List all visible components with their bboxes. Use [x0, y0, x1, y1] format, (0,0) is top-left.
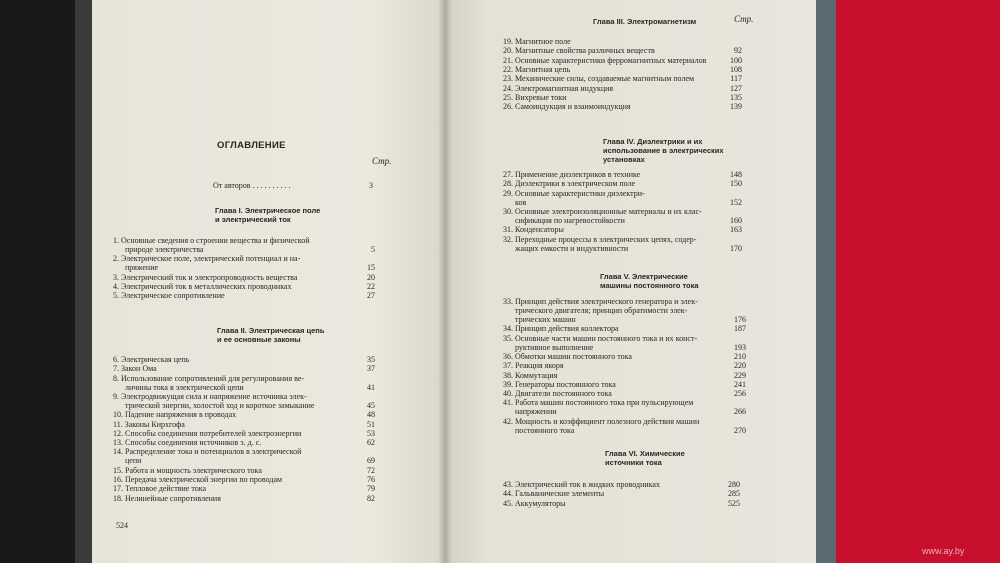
- ch6-page-1: 280: [728, 480, 740, 489]
- ch1-page-3: 20: [367, 272, 375, 282]
- chapter-5-heading-2: машины постоянного тока: [600, 281, 699, 290]
- ch2-item-3: 8. Использование сопротивлений для регулирования ве-: [113, 373, 305, 383]
- ch5-item-7: 39. Генераторы постоянного тока: [503, 379, 616, 389]
- ch5-page-5: 220: [734, 361, 746, 371]
- ch1-page-4: 22: [367, 281, 375, 291]
- ch5-item-3-cont: руктивное выполнение: [515, 342, 594, 352]
- ch3-item-2: 20. Магнитные свойства различных веществ: [503, 46, 655, 56]
- ch4-item-5: 31. Конденсаторы: [503, 225, 564, 235]
- ch1-page-5: 27: [367, 291, 375, 301]
- ch5-item-4: 36. Обмотки машин постоянного тока: [503, 351, 632, 361]
- ch6-page-3: 525: [728, 498, 740, 508]
- ch2-page-3: 41: [367, 382, 375, 392]
- chapter-6-heading-2: источники тока: [605, 458, 662, 467]
- ch2-item-13: 18. Нелинейные сопротивления: [113, 493, 221, 503]
- chapter-1-heading-2: и электрический ток: [215, 215, 291, 224]
- ch5-page-10: 270: [734, 425, 746, 435]
- ch5-item-1-cont: трического двигателя; принцип обратимости элек-: [515, 306, 688, 315]
- ch5-item-5: 37. Реакция якоря: [503, 361, 564, 371]
- ch5-page-3: 193: [734, 342, 746, 352]
- ch2-page-13: 82: [367, 493, 375, 503]
- ch4-item-6-cont: жащих емкости и индуктивности: [515, 243, 629, 253]
- ch2-item-11: 16. Передача электрической энергии по проводам: [113, 475, 283, 484]
- ch5-item-9-cont: напряжении: [515, 407, 557, 417]
- chapter-3-heading: Глава III. Электромагнетизм: [593, 17, 697, 26]
- ch3-page-4: 108: [730, 64, 742, 74]
- ch2-page-11: 76: [367, 475, 375, 484]
- ch4-page-4: 160: [730, 215, 742, 225]
- ch5-item-1: 33. Принцип действия электрического генератора и элек-: [503, 297, 698, 306]
- chapter-2-heading-1: Глава II. Электрическая цепь: [217, 326, 325, 335]
- intro-entry: От авторов . . . . . . . . . .: [213, 181, 291, 190]
- page-column-label: Стр.: [372, 156, 392, 166]
- ch3-item-5: 23. Механические силы, создаваемые магнитным полем: [503, 74, 695, 84]
- ch3-page-6: 127: [730, 83, 742, 93]
- ch1-item-1: 1. Основные сведения о строении вещества и физической: [113, 236, 310, 245]
- ch2-item-2: 7. Закон Ома: [113, 364, 157, 374]
- ch2-item-3-cont: личины тока в электрической цепи: [125, 382, 244, 392]
- ch4-page-2: 150: [730, 179, 742, 189]
- ch5-page-7: 241: [734, 379, 746, 389]
- ch2-page-5: 48: [367, 410, 375, 420]
- chapter-4-heading-2: использование в электрических: [603, 146, 724, 155]
- ch4-page-6: 170: [730, 243, 742, 253]
- ch5-item-3: 35. Основные части машин постоянного тока и их конст-: [503, 333, 698, 343]
- ch2-page-2: 37: [367, 364, 375, 374]
- ch3-item-6: 24. Электромагнитная индукция: [503, 83, 614, 93]
- chapter-2-heading-2: и ее основные законы: [217, 335, 301, 344]
- ch4-item-3-cont: ков: [515, 197, 527, 207]
- ch2-page-6: 51: [367, 419, 375, 429]
- ch5-item-2: 34. Принцип действия коллектора: [503, 324, 619, 334]
- ch3-item-7: 25. Вихревые токи: [503, 92, 567, 102]
- ch2-item-5: 10. Падение напряжения в проводах: [113, 410, 237, 420]
- ch5-page-2: 187: [734, 324, 746, 334]
- ch3-page-2: 92: [734, 46, 742, 56]
- ch3-item-1: 19. Магнитное поле: [503, 37, 571, 46]
- chapter-6-heading-1: Глава VI. Химические: [605, 449, 685, 458]
- ch5-item-8: 40. Двигатели постоянного тока: [503, 389, 612, 399]
- ch3-item-4: 22. Магнитная цепь: [503, 64, 571, 74]
- ch5-page-8: 256: [734, 389, 746, 399]
- ch1-item-3: 3. Электрический ток и электропроводность вещества: [113, 272, 298, 282]
- ch4-page-5: 163: [730, 225, 742, 235]
- book-gutter: [438, 0, 452, 563]
- ch2-item-1: 6. Электрическая цепь: [113, 355, 190, 364]
- ch2-page-12: 79: [367, 484, 375, 494]
- ch3-item-3: 21. Основные характеристики ферромагнитных материалов: [503, 55, 707, 65]
- ch1-page-2: 15: [367, 263, 375, 273]
- ch4-item-6: 32. Переходные процессы в электрических цепях, содер-: [503, 234, 697, 244]
- ch3-page-3: 100: [730, 55, 742, 65]
- ch4-item-1: 27. Применение диэлектриков в технике: [503, 170, 641, 179]
- ch2-item-4: 9. Электродвижущая сила и напряжение источника элек-: [113, 391, 307, 401]
- ch1-item-4: 4. Электрический ток в металлических проводниках: [113, 281, 292, 291]
- chapter-4-heading-1: Глава IV. Диэлектрики и их: [603, 137, 703, 146]
- chapter-4-heading-3: установках: [603, 155, 645, 164]
- page-number: 524: [116, 521, 128, 530]
- ch5-item-10-cont: постоянного тока: [515, 425, 575, 435]
- ch2-page-10: 72: [367, 465, 375, 475]
- ch6-page-2: 285: [728, 489, 740, 499]
- ch5-item-10: 42. Мощность и коэффициент полезного действия машин: [503, 416, 700, 426]
- ch5-page-4: 210: [734, 351, 746, 361]
- ch2-item-6: 11. Законы Кирхгофа: [113, 419, 185, 429]
- ch1-item-2: 2. Электрическое поле, электрический потенциал и на-: [113, 254, 301, 264]
- ch5-item-9: 41. Работа машин постоянного тока при пульсирующем: [503, 398, 694, 408]
- ch1-item-5: 5. Электрическое сопротивление: [113, 291, 225, 301]
- ch4-item-4-cont: сификация по нагревостойкости: [515, 215, 625, 225]
- ch2-item-12: 17. Тепловое действие тока: [113, 484, 207, 494]
- ch5-item-1-cont2: трических машин: [515, 315, 576, 324]
- ch5-item-6: 38. Коммутация: [503, 370, 558, 380]
- ch2-item-9: 14. Распределение тока и потенциалов в электрической: [113, 447, 302, 457]
- ch3-page-8: 139: [730, 102, 742, 112]
- ch3-page-5: 117: [730, 74, 742, 84]
- ch1-item-2-cont: пряжение: [125, 263, 159, 273]
- ch4-item-3: 29. Основные характеристики диэлектри-: [503, 188, 645, 198]
- ch2-item-7: 12. Способы соединения потребителей электроэнергии: [113, 428, 302, 438]
- ch6-item-1: 43. Электрический ток в жидких проводниках: [503, 480, 660, 489]
- ch4-page-1: 148: [730, 170, 742, 179]
- ch6-item-2: 44. Гальванические элементы: [503, 489, 605, 499]
- ch2-page-9: 69: [367, 456, 375, 466]
- ch4-page-3: 152: [730, 197, 742, 207]
- ch5-page-9: 266: [734, 407, 746, 417]
- watermark: www.ay.by: [922, 546, 965, 556]
- ch1-item-1-cont: природе электричества: [125, 245, 204, 254]
- ch2-item-9-cont: цепи: [125, 456, 142, 466]
- ch1-page-1: 5: [371, 245, 375, 254]
- ch4-item-2: 28. Диэлектрики в электрическом поле: [503, 179, 636, 189]
- page-column-label-right: Стр.: [734, 14, 754, 24]
- ch5-page-1: 176: [734, 315, 746, 324]
- toc-title: ОГЛАВЛЕНИЕ: [217, 140, 286, 151]
- ch2-page-8: 62: [367, 438, 375, 448]
- ch2-item-4-cont: трической энергии, холостой ход и короткое замыкание: [125, 400, 315, 410]
- chapter-5-heading-1: Глава V. Электрические: [600, 272, 688, 281]
- ch2-page-1: 35: [367, 355, 375, 364]
- chapter-1-heading-1: Глава I. Электрическое поле: [215, 206, 321, 215]
- ch6-item-3: 45. Аккумуляторы: [503, 498, 566, 508]
- ch5-page-6: 229: [734, 370, 746, 380]
- ch4-item-4: 30. Основные электроизоляционные материалы и их клас-: [503, 206, 702, 216]
- ch2-item-8: 13. Способы соединения источников э. д. с.: [113, 438, 262, 448]
- ch2-page-4: 45: [367, 400, 375, 410]
- ch2-page-7: 53: [367, 428, 375, 438]
- intro-page: 3: [369, 181, 373, 190]
- ch2-item-10: 15. Работа и мощность электрического тока: [113, 465, 262, 475]
- ch3-item-8: 26. Самоиндукция и взаимоиндукция: [503, 102, 631, 112]
- ch3-page-7: 135: [730, 92, 742, 102]
